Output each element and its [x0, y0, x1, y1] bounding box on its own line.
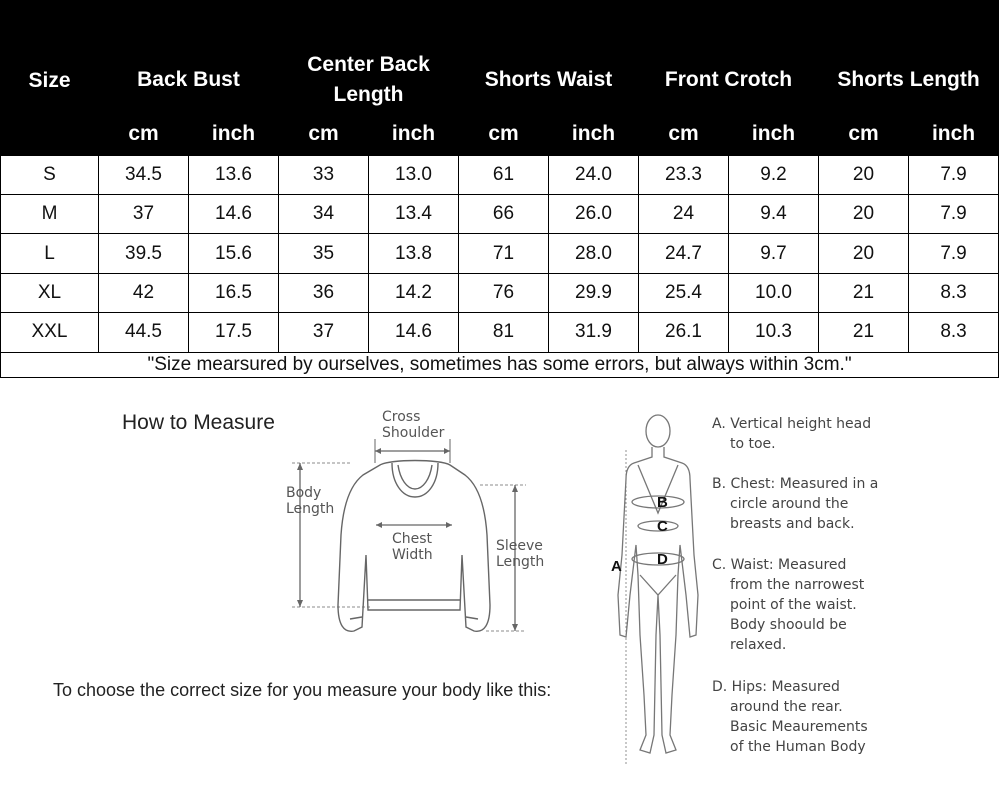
unit-cm: cm: [639, 114, 729, 155]
group-label: Shorts Length: [837, 67, 980, 91]
width-label: Width: [392, 547, 433, 563]
value-cell: 37: [99, 195, 189, 234]
value-cell: 10.0: [729, 273, 819, 312]
legend-d-line3: Basic Meaurements: [730, 719, 868, 735]
value-cell: 26.0: [549, 195, 639, 234]
value-cell: 35: [279, 234, 369, 273]
value-cell: 29.9: [549, 273, 639, 312]
legend-c-line4: Body shoould be: [730, 617, 847, 633]
size-cell: L: [1, 234, 99, 273]
legend-b-line1: B. Chest: Measured in a: [712, 476, 879, 492]
value-cell: 42: [99, 273, 189, 312]
column-group-header: [819, 46, 999, 114]
value-cell: 81: [459, 313, 549, 352]
value-cell: 37: [279, 313, 369, 352]
legend-item-c: [712, 555, 864, 655]
unit-inch: inch: [189, 114, 279, 155]
table-row: [1, 313, 999, 352]
unit-inch: inch: [549, 114, 639, 155]
body-measure-figure: [600, 405, 710, 775]
column-group-header: [639, 46, 819, 114]
group-label: Shorts Waist: [484, 67, 613, 91]
table-body: [1, 155, 999, 352]
value-cell: 28.0: [549, 234, 639, 273]
value-cell: 20: [819, 234, 909, 273]
top-band-cell: [99, 1, 999, 46]
value-cell: 24.0: [549, 155, 639, 194]
legend-c-line5: relaxed.: [730, 637, 787, 653]
column-group-header: [279, 46, 459, 114]
chest-label: Chest: [392, 531, 433, 547]
legend-c-line3: point of the waist.: [730, 597, 857, 613]
size-chart-table: [0, 0, 999, 378]
value-cell: 24: [639, 195, 729, 234]
value-cell: 26.1: [639, 313, 729, 352]
legend-item-b: [712, 474, 878, 534]
value-cell: 9.7: [729, 234, 819, 273]
unit-cm: cm: [99, 114, 189, 155]
group-label-line2: Length: [333, 82, 404, 106]
value-cell: 16.5: [189, 273, 279, 312]
letter-a: A: [611, 558, 622, 575]
value-cell: 8.3: [909, 313, 999, 352]
value-cell: 20: [819, 195, 909, 234]
column-group-header: [99, 46, 279, 114]
value-cell: 9.4: [729, 195, 819, 234]
group-label: Center Back: [307, 52, 430, 76]
letter-c: C: [657, 518, 668, 535]
body-label: Body: [286, 485, 322, 501]
measurement-note: "Size mearsured by ourselves, sometimes has some errors, but always within 3cm.": [1, 352, 999, 377]
note-row: [1, 352, 999, 377]
table-row: [1, 273, 999, 312]
size-cell: M: [1, 195, 99, 234]
group-label: Back Bust: [137, 67, 240, 91]
value-cell: 21: [819, 273, 909, 312]
value-cell: 13.8: [369, 234, 459, 273]
sleeve-label: Sleeve: [496, 538, 543, 554]
value-cell: 66: [459, 195, 549, 234]
value-cell: 13.0: [369, 155, 459, 194]
legend-d-line4: of the Human Body: [730, 739, 866, 755]
value-cell: 20: [819, 155, 909, 194]
legend-d-line1: D. Hips: Measured: [712, 679, 840, 695]
value-cell: 14.6: [369, 313, 459, 352]
size-cell: S: [1, 155, 99, 194]
value-cell: 25.4: [639, 273, 729, 312]
body-outline: [618, 415, 698, 753]
value-cell: 23.3: [639, 155, 729, 194]
unit-header-row: [1, 114, 999, 155]
group-label: Front Crotch: [664, 67, 793, 91]
table-header-row: [1, 46, 999, 114]
legend-d-line2: around the rear.: [730, 699, 843, 715]
table-row: [1, 195, 999, 234]
value-cell: 7.9: [909, 234, 999, 273]
table-row: [1, 234, 999, 273]
sleeve-length-label: Length: [496, 554, 545, 570]
size-header: Size: [1, 46, 99, 155]
legend-b-line3: breasts and back.: [730, 516, 855, 532]
value-cell: 13.4: [369, 195, 459, 234]
value-cell: 36: [279, 273, 369, 312]
legend-c-line1: C. Waist: Measured: [712, 557, 847, 573]
unit-inch: inch: [909, 114, 999, 155]
value-cell: 13.6: [189, 155, 279, 194]
value-cell: 14.2: [369, 273, 459, 312]
unit-inch: inch: [729, 114, 819, 155]
cross-label: Cross: [382, 409, 421, 425]
letter-d: D: [657, 551, 668, 568]
top-band-cell: [1, 1, 99, 46]
value-cell: 10.3: [729, 313, 819, 352]
value-cell: 71: [459, 234, 549, 273]
table-top-band: [1, 1, 999, 46]
unit-cm: cm: [459, 114, 549, 155]
letter-b: B: [657, 494, 668, 511]
legend-a-line1: A. Vertical height head: [712, 416, 872, 432]
value-cell: 15.6: [189, 234, 279, 273]
column-group-header: [459, 46, 639, 114]
legend-c-line2: from the narrowest: [730, 577, 865, 593]
unit-cm: cm: [279, 114, 369, 155]
garment-measure-diagram: [280, 405, 550, 645]
legend-a-line2: to toe.: [730, 436, 776, 452]
size-cell: XXL: [1, 313, 99, 352]
value-cell: 33: [279, 155, 369, 194]
size-cell: XL: [1, 273, 99, 312]
value-cell: 24.7: [639, 234, 729, 273]
value-cell: 14.6: [189, 195, 279, 234]
value-cell: 7.9: [909, 155, 999, 194]
value-cell: 7.9: [909, 195, 999, 234]
unit-inch: inch: [369, 114, 459, 155]
value-cell: 34: [279, 195, 369, 234]
value-cell: 34.5: [99, 155, 189, 194]
legend-b-line2: circle around the: [730, 496, 849, 512]
value-cell: 76: [459, 273, 549, 312]
table-row: [1, 155, 999, 194]
length-label: Length: [286, 501, 335, 517]
value-cell: 61: [459, 155, 549, 194]
unit-cm: cm: [819, 114, 909, 155]
value-cell: 39.5: [99, 234, 189, 273]
how-to-measure-title: How to Measure: [122, 411, 275, 434]
value-cell: 9.2: [729, 155, 819, 194]
shoulder-label: Shoulder: [382, 425, 445, 441]
value-cell: 44.5: [99, 313, 189, 352]
value-cell: 17.5: [189, 313, 279, 352]
legend-item-a: [712, 414, 871, 454]
value-cell: 8.3: [909, 273, 999, 312]
value-cell: 21: [819, 313, 909, 352]
choose-size-instruction: To choose the correct size for you measure your body like this:: [53, 680, 552, 700]
legend-item-d: [712, 677, 868, 757]
value-cell: 31.9: [549, 313, 639, 352]
